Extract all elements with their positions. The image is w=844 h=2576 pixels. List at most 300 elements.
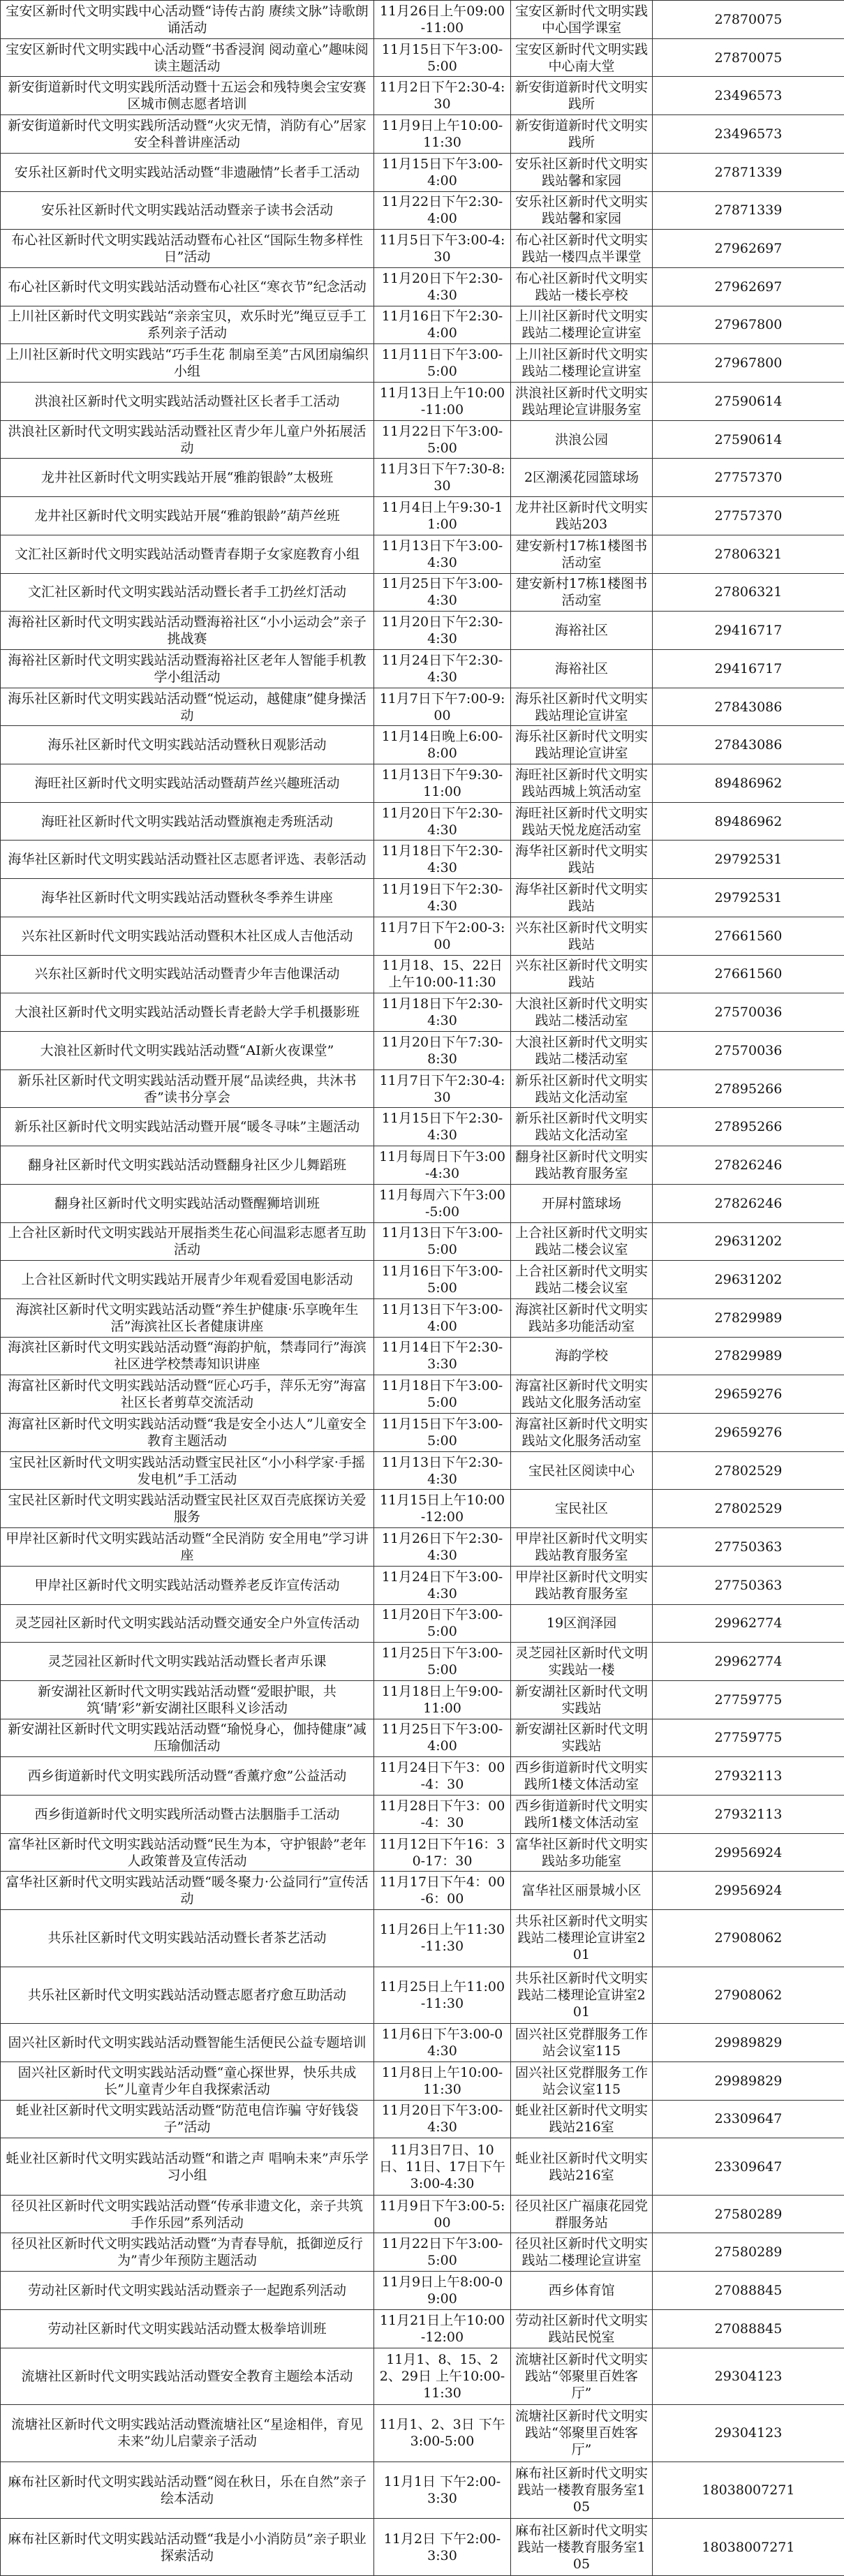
- activity-location-cell: 建安新村17栋1楼图书活动室: [511, 535, 653, 573]
- activity-time-cell: 11月20日下午3:00-5:00: [374, 1604, 511, 1643]
- activity-location-cell: 海乐社区新时代文明实践站理论宣讲室: [511, 726, 653, 764]
- contact-phone-cell: 27826246: [653, 1146, 844, 1185]
- contact-phone-cell: 27580289: [653, 2195, 844, 2233]
- contact-phone-cell: 27580289: [653, 2233, 844, 2272]
- activity-time-cell: 11月每周日下午3:00-4:30: [374, 1146, 511, 1185]
- activity-location-cell: 流塘社区新时代文明实践站“邻聚里百姓客厅”: [511, 2405, 653, 2462]
- activity-location-cell: 大浪社区新时代文明实践站二楼活动室: [511, 993, 653, 1032]
- activity-time-cell: 11月22日下午2:30-4:00: [374, 191, 511, 230]
- activity-time-cell: 11月20日下午7:30-8:30: [374, 1031, 511, 1069]
- activity-name-cell: 安乐社区新时代文明实践站活动暨“非遗融情”长者手工活动: [1, 153, 374, 191]
- activity-time-cell: 11月9日上午10:00-11:30: [374, 115, 511, 154]
- activity-time-cell: 11月7日下午2:30-4:30: [374, 1069, 511, 1108]
- activity-name-cell: 海华社区新时代文明实践站活动暨社区志愿者评选、表彰活动: [1, 841, 374, 879]
- contact-phone-cell: 27759775: [653, 1719, 844, 1757]
- activity-location-cell: 共乐社区新时代文明实践站二楼理论宣讲室201: [511, 1910, 653, 1967]
- contact-phone-cell: 27908062: [653, 1967, 844, 2024]
- activity-location-cell: 海旺社区新时代文明实践站天悦龙庭活动室: [511, 802, 653, 841]
- contact-phone-cell: 27962697: [653, 230, 844, 268]
- table-row: [1, 955, 844, 993]
- activity-location-cell: 流塘社区新时代文明实践站“邻聚里百姓客厅”: [511, 2348, 653, 2405]
- activity-name-cell: 海乐社区新时代文明实践站活动暨“悦运动，越健康”健身操活动: [1, 688, 374, 726]
- activity-location-cell: 蚝业社区新时代文明实践站216室: [511, 2100, 653, 2138]
- activity-name-cell: 安乐社区新时代文明实践站活动暨亲子读书会活动: [1, 191, 374, 230]
- contact-phone-cell: 27967800: [653, 344, 844, 383]
- activity-name-cell: 海富社区新时代文明实践站活动暨“匠心巧手，萍乐无穷”海富社区长者剪草交流活动: [1, 1375, 374, 1414]
- activity-name-cell: 宝安区新时代文明实践中心活动暨“书香浸润 阅动童心”趣味阅读主题活动: [1, 38, 374, 77]
- table-row: [1, 1069, 844, 1108]
- contact-phone-cell: 29792531: [653, 879, 844, 917]
- contact-phone-cell: 27590614: [653, 420, 844, 459]
- table-row: [1, 2405, 844, 2462]
- contact-phone-cell: 29304123: [653, 2348, 844, 2405]
- table-row: [1, 1967, 844, 2024]
- activity-time-cell: 11月5日下午3:00-4:30: [374, 230, 511, 268]
- table-row: [1, 1337, 844, 1375]
- table-row: [1, 153, 844, 191]
- activity-location-cell: 2区潮溪花园篮球场: [511, 459, 653, 497]
- activity-time-cell: 11月1、8、15、22、29日 上午10:00-11:30: [374, 2348, 511, 2405]
- activity-location-cell: 甲岸社区新时代文明实践站教育服务室: [511, 1528, 653, 1567]
- activity-name-cell: 上合社区新时代文明实践站开展青少年观看爱国电影活动: [1, 1261, 374, 1299]
- table-row: [1, 1872, 844, 1910]
- table-row: [1, 1451, 844, 1490]
- activity-name-cell: 海裕社区新时代文明实践站活动暨海裕社区老年人智能手机教学小组活动: [1, 649, 374, 688]
- activity-name-cell: 共乐社区新时代文明实践站活动暨志愿者疗愈互助活动: [1, 1967, 374, 2024]
- activity-time-cell: 11月13日下午2:30-4:30: [374, 1451, 511, 1490]
- activity-location-cell: 麻布社区新时代文明实践站一楼教育服务室105: [511, 2519, 653, 2576]
- contact-phone-cell: 27570036: [653, 1031, 844, 1069]
- activity-location-cell: 宝安区新时代文明实践中心国学课室: [511, 1, 653, 39]
- contact-phone-cell: 89486962: [653, 764, 844, 803]
- table-row: [1, 2100, 844, 2138]
- activity-location-cell: 麻布社区新时代文明实践站一楼教育服务室105: [511, 2462, 653, 2519]
- activity-time-cell: 11月3日下午7:30-8:30: [374, 459, 511, 497]
- activity-time-cell: 11月26日下午2:30-4:30: [374, 1528, 511, 1567]
- table-row: [1, 38, 844, 77]
- activity-location-cell: 上合社区新时代文明实践站二楼会议室: [511, 1261, 653, 1299]
- activity-time-cell: 11月15日下午3:00-4:00: [374, 153, 511, 191]
- contact-phone-cell: 29989829: [653, 2061, 844, 2100]
- contact-phone-cell: 27870075: [653, 38, 844, 77]
- table-row: [1, 267, 844, 306]
- contact-phone-cell: 27908062: [653, 1910, 844, 1967]
- activity-time-cell: 11月1日 下午2:00-3:30: [374, 2462, 511, 2519]
- contact-phone-cell: 27750363: [653, 1566, 844, 1604]
- activity-time-cell: 11月25日上午11:00-11:30: [374, 1967, 511, 2024]
- activity-name-cell: 新乐社区新时代文明实践站活动暨开展“暖冬寻味”主题活动: [1, 1108, 374, 1146]
- activity-location-cell: 上合社区新时代文明实践站二楼会议室: [511, 1222, 653, 1261]
- activity-time-cell: 11月14日晚上6:00-8:00: [374, 726, 511, 764]
- table-row: [1, 1375, 844, 1414]
- activity-time-cell: 11月20日下午2:30-4:30: [374, 612, 511, 650]
- activity-time-cell: 11月18日下午2:30-4:30: [374, 841, 511, 879]
- contact-phone-cell: 29962774: [653, 1643, 844, 1681]
- contact-phone-cell: 89486962: [653, 802, 844, 841]
- table-row: [1, 917, 844, 955]
- activity-time-cell: 11月14日下午2:30-3:30: [374, 1337, 511, 1375]
- activity-name-cell: 新安湖社区新时代文明实践站活动暨“爱眼护眼，共筑‘睛’彩”新安湖社区眼科义诊活动: [1, 1680, 374, 1719]
- activity-location-cell: 海富社区新时代文明实践站文化服务活动室: [511, 1414, 653, 1452]
- contact-phone-cell: 27750363: [653, 1528, 844, 1567]
- activity-name-cell: 洪浪社区新时代文明实践站活动暨社区青少年儿童户外拓展活动: [1, 420, 374, 459]
- activity-name-cell: 富华社区新时代文明实践站活动暨“民生为本，守护银龄”老年人政策普及宣传活动: [1, 1833, 374, 1872]
- contact-phone-cell: 27806321: [653, 535, 844, 573]
- activity-name-cell: 大浪社区新时代文明实践站活动暨长青老龄大学手机摄影班: [1, 993, 374, 1032]
- contact-phone-cell: 27757370: [653, 497, 844, 535]
- activity-location-cell: 布心社区新时代文明实践站一楼四点半课堂: [511, 230, 653, 268]
- activity-time-cell: 11月15日下午3:00-5:00: [374, 1414, 511, 1452]
- activity-location-cell: 海滨社区新时代文明实践站多功能活动室: [511, 1298, 653, 1337]
- activity-name-cell: 海富社区新时代文明实践站活动暨“我是安全小达人”儿童安全教育主题活动: [1, 1414, 374, 1452]
- activity-location-cell: 新安湖社区新时代文明实践站: [511, 1719, 653, 1757]
- activity-location-cell: 新安街道新时代文明实践所: [511, 77, 653, 115]
- activity-name-cell: 海旺社区新时代文明实践站活动暨葫芦丝兴趣班活动: [1, 764, 374, 803]
- activity-location-cell: 蚝业社区新时代文明实践站216室: [511, 2138, 653, 2196]
- activity-location-cell: 19区润泽园: [511, 1604, 653, 1643]
- activity-time-cell: 11月22日下午3:00-5:00: [374, 420, 511, 459]
- activity-name-cell: 海滨社区新时代文明实践站活动暨“养生护健康·乐享晚年生活”海滨社区长者健康讲座: [1, 1298, 374, 1337]
- contact-phone-cell: 29792531: [653, 841, 844, 879]
- activity-location-cell: 新乐社区新时代文明实践站文化活动室: [511, 1108, 653, 1146]
- activity-location-cell: 海乐社区新时代文明实践站理论宣讲室: [511, 688, 653, 726]
- activity-name-cell: 蚝业社区新时代文明实践站活动暨“和谐之声 唱响未来”声乐学习小组: [1, 2138, 374, 2196]
- contact-phone-cell: 29304123: [653, 2405, 844, 2462]
- table-row: [1, 841, 844, 879]
- activity-time-cell: 11月13日下午3:00-4:30: [374, 535, 511, 573]
- activity-location-cell: 海韵学校: [511, 1337, 653, 1375]
- activity-location-cell: 劳动社区新时代文明实践站民悦室: [511, 2309, 653, 2348]
- activity-time-cell: 11月16日下午3:00-5:00: [374, 1261, 511, 1299]
- contact-phone-cell: 27932113: [653, 1796, 844, 1834]
- table-row: [1, 1184, 844, 1222]
- activity-time-cell: 11月4日上午9:30-11:00: [374, 497, 511, 535]
- table-row: [1, 573, 844, 612]
- activity-time-cell: 11月13日下午9:30-11:00: [374, 764, 511, 803]
- contact-phone-cell: 27895266: [653, 1108, 844, 1146]
- activity-location-cell: 上川社区新时代文明实践站二楼理论宣讲室: [511, 344, 653, 383]
- activity-time-cell: 11月25日下午3:00-4:00: [374, 1719, 511, 1757]
- table-row: [1, 1833, 844, 1872]
- contact-phone-cell: 27871339: [653, 153, 844, 191]
- activity-name-cell: 海乐社区新时代文明实践站活动暨秋日观影活动: [1, 726, 374, 764]
- table-row: [1, 420, 844, 459]
- table-row: [1, 2024, 844, 2062]
- activity-name-cell: 文汇社区新时代文明实践站活动暨青春期子女家庭教育小组: [1, 535, 374, 573]
- contact-phone-cell: 27829989: [653, 1298, 844, 1337]
- activity-time-cell: 11月9日上午8:00-09:00: [374, 2272, 511, 2310]
- activity-name-cell: 龙井社区新时代文明实践站开展“雅韵银龄”葫芦丝班: [1, 497, 374, 535]
- contact-phone-cell: 29659276: [653, 1414, 844, 1452]
- activity-time-cell: 11月26日上午09:00-11:00: [374, 1, 511, 39]
- activity-name-cell: 麻布社区新时代文明实践站活动暨“我是小小消防员”亲子职业探索活动: [1, 2519, 374, 2576]
- activity-location-cell: 西乡体育馆: [511, 2272, 653, 2310]
- table-row: [1, 191, 844, 230]
- activity-location-cell: 海华社区新时代文明实践站: [511, 879, 653, 917]
- activity-time-cell: 11月13日下午3:00-5:00: [374, 1222, 511, 1261]
- contact-phone-cell: 23309647: [653, 2138, 844, 2196]
- table-row: [1, 1261, 844, 1299]
- activity-location-cell: 宝安区新时代文明实践中心南大堂: [511, 38, 653, 77]
- table-row: [1, 649, 844, 688]
- contact-phone-cell: 27871339: [653, 191, 844, 230]
- activity-location-cell: 大浪社区新时代文明实践站二楼活动室: [511, 1031, 653, 1069]
- activity-name-cell: 劳动社区新时代文明实践站活动暨亲子一起跑系列活动: [1, 2272, 374, 2310]
- activity-time-cell: 11月18、15、22日上午10:00-11:30: [374, 955, 511, 993]
- contact-phone-cell: 29956924: [653, 1872, 844, 1910]
- table-row: [1, 2061, 844, 2100]
- contact-phone-cell: 27088845: [653, 2272, 844, 2310]
- contact-phone-cell: 18038007271: [653, 2462, 844, 2519]
- activity-name-cell: 甲岸社区新时代文明实践站活动暨养老反诈宣传活动: [1, 1566, 374, 1604]
- activity-time-cell: 11月26日上午11:30-11:30: [374, 1910, 511, 1967]
- activity-location-cell: 上川社区新时代文明实践站二楼理论宣讲室: [511, 306, 653, 344]
- activity-name-cell: 固兴社区新时代文明实践站活动暨智能生活便民公益专题培训: [1, 2024, 374, 2062]
- activity-time-cell: 11月18日下午3:00-5:00: [374, 1375, 511, 1414]
- table-row: [1, 802, 844, 841]
- contact-phone-cell: 27757370: [653, 459, 844, 497]
- activity-time-cell: 11月3日7日、10日、11日、17日下午3:00-4:30: [374, 2138, 511, 2196]
- contact-phone-cell: 27826246: [653, 1184, 844, 1222]
- activity-location-cell: 宝民社区: [511, 1490, 653, 1528]
- activity-location-cell: 宝民社区阅读中心: [511, 1451, 653, 1490]
- activity-location-cell: 兴东社区新时代文明实践站: [511, 955, 653, 993]
- contact-phone-cell: 27870075: [653, 1, 844, 39]
- activity-time-cell: 11月2日下午2:30-4:30: [374, 77, 511, 115]
- activity-time-cell: 11月17日下午4：00-6：00: [374, 1872, 511, 1910]
- activity-location-cell: 西乡街道新时代文明实践所1楼文体活动室: [511, 1757, 653, 1796]
- activity-time-cell: 11月9日下午3:00-5:00: [374, 2195, 511, 2233]
- activity-name-cell: 新安街道新时代文明实践所活动暨“火灾无情，消防有心”居家安全科普讲座活动: [1, 115, 374, 154]
- activity-location-cell: 径贝社区广福康花园党群服务站: [511, 2195, 653, 2233]
- table-row: [1, 1910, 844, 1967]
- table-row: [1, 2348, 844, 2405]
- activity-name-cell: 宝民社区新时代文明实践站活动暨宝民社区双百壳底探访关爱服务: [1, 1490, 374, 1528]
- activity-time-cell: 11月22日下午3:00-5:00: [374, 2233, 511, 2272]
- activity-time-cell: 11月21日上午10:00-12:00: [374, 2309, 511, 2348]
- contact-phone-cell: 27962697: [653, 267, 844, 306]
- activity-name-cell: 灵芝园社区新时代文明实践站活动暨交通安全户外宣传活动: [1, 1604, 374, 1643]
- schedule-rows: [1, 1, 844, 2576]
- activity-location-cell: 新安街道新时代文明实践所: [511, 115, 653, 154]
- table-row: [1, 344, 844, 383]
- activity-location-cell: 海裕社区: [511, 649, 653, 688]
- table-row: [1, 1490, 844, 1528]
- activity-location-cell: 西乡街道新时代文明实践所1楼文体活动室: [511, 1796, 653, 1834]
- activity-time-cell: 11月20日下午3:00-4:30: [374, 2100, 511, 2138]
- activity-location-cell: 新安湖社区新时代文明实践站: [511, 1680, 653, 1719]
- activity-name-cell: 大浪社区新时代文明实践站活动暨“AI新火夜课堂”: [1, 1031, 374, 1069]
- table-row: [1, 1566, 844, 1604]
- activity-name-cell: 西乡街道新时代文明实践所活动暨古法胭脂手工活动: [1, 1796, 374, 1834]
- activity-name-cell: 海裕社区新时代文明实践站活动暨海裕社区“小小运动会”亲子挑战赛: [1, 612, 374, 650]
- contact-phone-cell: 29962774: [653, 1604, 844, 1643]
- activity-time-cell: 11月28日下午3：00-4：30: [374, 1796, 511, 1834]
- contact-phone-cell: 29631202: [653, 1222, 844, 1261]
- table-row: [1, 230, 844, 268]
- table-row: [1, 306, 844, 344]
- activity-name-cell: 兴东社区新时代文明实践站活动暨青少年吉他课活动: [1, 955, 374, 993]
- contact-phone-cell: 27088845: [653, 2309, 844, 2348]
- activity-location-cell: 海旺社区新时代文明实践站西城上筑活动室: [511, 764, 653, 803]
- table-row: [1, 1796, 844, 1834]
- contact-phone-cell: 29416717: [653, 612, 844, 650]
- activity-location-cell: 建安新村17栋1楼图书活动室: [511, 573, 653, 612]
- contact-phone-cell: 29659276: [653, 1375, 844, 1414]
- contact-phone-cell: 23496573: [653, 115, 844, 154]
- activity-name-cell: 富华社区新时代文明实践站活动暨“暖冬聚力·公益同行”宣传活动: [1, 1872, 374, 1910]
- table-row: [1, 1719, 844, 1757]
- activity-location-cell: 开屏村篮球场: [511, 1184, 653, 1222]
- activity-time-cell: 11月18日上午9:00-11:00: [374, 1680, 511, 1719]
- activity-time-cell: 11月15日下午3:00-5:00: [374, 38, 511, 77]
- activity-location-cell: 固兴社区党群服务工作站会议室115: [511, 2061, 653, 2100]
- activity-time-cell: 11月2日 下午2:00-3:30: [374, 2519, 511, 2576]
- contact-phone-cell: 27967800: [653, 306, 844, 344]
- table-row: [1, 1108, 844, 1146]
- table-row: [1, 726, 844, 764]
- table-row: [1, 688, 844, 726]
- activity-name-cell: 翻身社区新时代文明实践站活动暨翻身社区少儿舞蹈班: [1, 1146, 374, 1185]
- contact-phone-cell: 29631202: [653, 1261, 844, 1299]
- activity-name-cell: 上川社区新时代文明实践站“巧手生花 制扇至美”古风团扇编织小组: [1, 344, 374, 383]
- activity-location-cell: 共乐社区新时代文明实践站二楼理论宣讲室201: [511, 1967, 653, 2024]
- contact-phone-cell: 27661560: [653, 955, 844, 993]
- table-row: [1, 115, 844, 154]
- contact-phone-cell: 23496573: [653, 77, 844, 115]
- table-row: [1, 2272, 844, 2310]
- table-row: [1, 1146, 844, 1185]
- activity-name-cell: 宝安区新时代文明实践中心活动暨“诗传古韵 赓续文脉”诗歌朗诵活动: [1, 1, 374, 39]
- activity-name-cell: 新乐社区新时代文明实践站活动暨开展“品读经典，共沐书香”读书分享会: [1, 1069, 374, 1108]
- activity-time-cell: 11月1、2、3日 下午3:00-5:00: [374, 2405, 511, 2462]
- table-row: [1, 1298, 844, 1337]
- activity-time-cell: 11月25日下午3:00-4:30: [374, 573, 511, 612]
- contact-phone-cell: 23309647: [653, 2100, 844, 2138]
- activity-time-cell: 11月13日上午10:00-11:00: [374, 383, 511, 421]
- contact-phone-cell: 27802529: [653, 1451, 844, 1490]
- activity-name-cell: 蚝业社区新时代文明实践站活动暨“防范电信诈骗 守好钱袋子”活动: [1, 2100, 374, 2138]
- activity-name-cell: 海华社区新时代文明实践站活动暨秋冬季养生讲座: [1, 879, 374, 917]
- activity-name-cell: 宝民社区新时代文明实践站活动暨宝民社区“小小科学家·手摇发电机”手工活动: [1, 1451, 374, 1490]
- activity-time-cell: 11月15日下午2:30-4:30: [374, 1108, 511, 1146]
- activity-name-cell: 新安街道新时代文明实践所活动暨十五运会和残特奥会宝安赛区城市侧志愿者培训: [1, 77, 374, 115]
- contact-phone-cell: 27843086: [653, 726, 844, 764]
- activity-time-cell: 11月24日下午2:30-4:30: [374, 649, 511, 688]
- contact-phone-cell: 27895266: [653, 1069, 844, 1108]
- contact-phone-cell: 27590614: [653, 383, 844, 421]
- table-row: [1, 2309, 844, 2348]
- activity-location-cell: 洪浪社区新时代文明实践站理论宣讲服务室: [511, 383, 653, 421]
- activity-location-cell: 海裕社区: [511, 612, 653, 650]
- table-row: [1, 1643, 844, 1681]
- activity-time-cell: 11月16日下午2:30-4:00: [374, 306, 511, 344]
- activity-time-cell: 11月19日下午2:30-4:30: [374, 879, 511, 917]
- contact-phone-cell: 18038007271: [653, 2519, 844, 2576]
- activity-location-cell: 富华社区新时代文明实践站多功能室: [511, 1833, 653, 1872]
- activity-name-cell: 固兴社区新时代文明实践站活动暨“童心探世界，快乐共成长”儿童青少年自我探索活动: [1, 2061, 374, 2100]
- activity-location-cell: 龙井社区新时代文明实践站203: [511, 497, 653, 535]
- activity-name-cell: 灵芝园社区新时代文明实践站活动暨长者声乐课: [1, 1643, 374, 1681]
- table-row: [1, 612, 844, 650]
- activity-location-cell: 安乐社区新时代文明实践站馨和家园: [511, 191, 653, 230]
- activity-time-cell: 11月24日下午3:00-4:30: [374, 1566, 511, 1604]
- activity-time-cell: 11月20日下午2:30-4:30: [374, 802, 511, 841]
- table-row: [1, 383, 844, 421]
- activity-name-cell: 上合社区新时代文明实践站开展指类生花心间温彩志愿者互助活动: [1, 1222, 374, 1261]
- activity-time-cell: 11月6日下午3:00-04:30: [374, 2024, 511, 2062]
- activity-name-cell: 上川社区新时代文明实践站“亲亲宝贝，欢乐时光”绳豆豆手工系列亲子活动: [1, 306, 374, 344]
- contact-phone-cell: 29416717: [653, 649, 844, 688]
- activity-location-cell: 灵芝园社区新时代文明实践站一楼: [511, 1643, 653, 1681]
- activity-location-cell: 径贝社区新时代文明实践站二楼理论宣讲室: [511, 2233, 653, 2272]
- activity-name-cell: 劳动社区新时代文明实践站活动暨太极拳培训班: [1, 2309, 374, 2348]
- activity-location-cell: 新乐社区新时代文明实践站文化活动室: [511, 1069, 653, 1108]
- activity-location-cell: 布心社区新时代文明实践站一楼长亭校: [511, 267, 653, 306]
- table-row: [1, 1604, 844, 1643]
- activity-name-cell: 海滨社区新时代文明实践站活动暨“海韵护航，禁毒同行”海滨社区进学校禁毒知识讲座: [1, 1337, 374, 1375]
- activity-name-cell: 共乐社区新时代文明实践站活动暨长者茶艺活动: [1, 1910, 374, 1967]
- activity-time-cell: 11月每周六下午3:00-5:00: [374, 1184, 511, 1222]
- table-row: [1, 1528, 844, 1567]
- table-row: [1, 993, 844, 1032]
- contact-phone-cell: 27829989: [653, 1337, 844, 1375]
- table-row: [1, 1222, 844, 1261]
- activity-time-cell: 11月7日下午7:00-9:00: [374, 688, 511, 726]
- table-row: [1, 2195, 844, 2233]
- table-row: [1, 535, 844, 573]
- table-row: [1, 1031, 844, 1069]
- table-row: [1, 1, 844, 39]
- activity-location-cell: 固兴社区党群服务工作站会议室115: [511, 2024, 653, 2062]
- table-row: [1, 2462, 844, 2519]
- activity-name-cell: 龙井社区新时代文明实践站开展“雅韵银龄”太极班: [1, 459, 374, 497]
- activity-name-cell: 甲岸社区新时代文明实践站活动暨“全民消防 安全用电”学习讲座: [1, 1528, 374, 1567]
- table-row: [1, 77, 844, 115]
- activity-name-cell: 径贝社区新时代文明实践站活动暨“传承非遗文化，亲子共筑手作乐园”系列活动: [1, 2195, 374, 2233]
- contact-phone-cell: 27570036: [653, 993, 844, 1032]
- contact-phone-cell: 27843086: [653, 688, 844, 726]
- table-row: [1, 1680, 844, 1719]
- activity-time-cell: 11月15日上午10:00-12:00: [374, 1490, 511, 1528]
- contact-phone-cell: 29956924: [653, 1833, 844, 1872]
- activity-time-cell: 11月7日下午2:00-3:00: [374, 917, 511, 955]
- contact-phone-cell: 29989829: [653, 2024, 844, 2062]
- contact-phone-cell: 27759775: [653, 1680, 844, 1719]
- activity-name-cell: 兴东社区新时代文明实践站活动暨积木社区成人吉他活动: [1, 917, 374, 955]
- activity-time-cell: 11月18日下午2:30-4:30: [374, 993, 511, 1032]
- table-row: [1, 497, 844, 535]
- activity-location-cell: 兴东社区新时代文明实践站: [511, 917, 653, 955]
- table-row: [1, 459, 844, 497]
- table-row: [1, 764, 844, 803]
- activity-name-cell: 翻身社区新时代文明实践站活动暨醒狮培训班: [1, 1184, 374, 1222]
- activity-location-cell: 海富社区新时代文明实践站文化服务活动室: [511, 1375, 653, 1414]
- activity-time-cell: 11月11日下午3:00-5:00: [374, 344, 511, 383]
- activity-name-cell: 文汇社区新时代文明实践站活动暨长者手工扔丝灯活动: [1, 573, 374, 612]
- activity-time-cell: 11月13日下午3:00-4:00: [374, 1298, 511, 1337]
- activity-time-cell: 11月24日下午3：00-4：30: [374, 1757, 511, 1796]
- contact-phone-cell: 27806321: [653, 573, 844, 612]
- contact-phone-cell: 27802529: [653, 1490, 844, 1528]
- activity-time-cell: 11月12日下午16：30-17：30: [374, 1833, 511, 1872]
- activity-name-cell: 海旺社区新时代文明实践站活动暨旗袍走秀班活动: [1, 802, 374, 841]
- contact-phone-cell: 27932113: [653, 1757, 844, 1796]
- activity-time-cell: 11月25日下午3:00-5:00: [374, 1643, 511, 1681]
- activity-name-cell: 径贝社区新时代文明实践站活动暨“为青春导航，抵御逆反行为”青少年预防主题活动: [1, 2233, 374, 2272]
- activity-name-cell: 麻布社区新时代文明实践站活动暨“阅在秋日，乐在自然”亲子绘本活动: [1, 2462, 374, 2519]
- activity-location-cell: 翻身社区新时代文明实践站教育服务室: [511, 1146, 653, 1185]
